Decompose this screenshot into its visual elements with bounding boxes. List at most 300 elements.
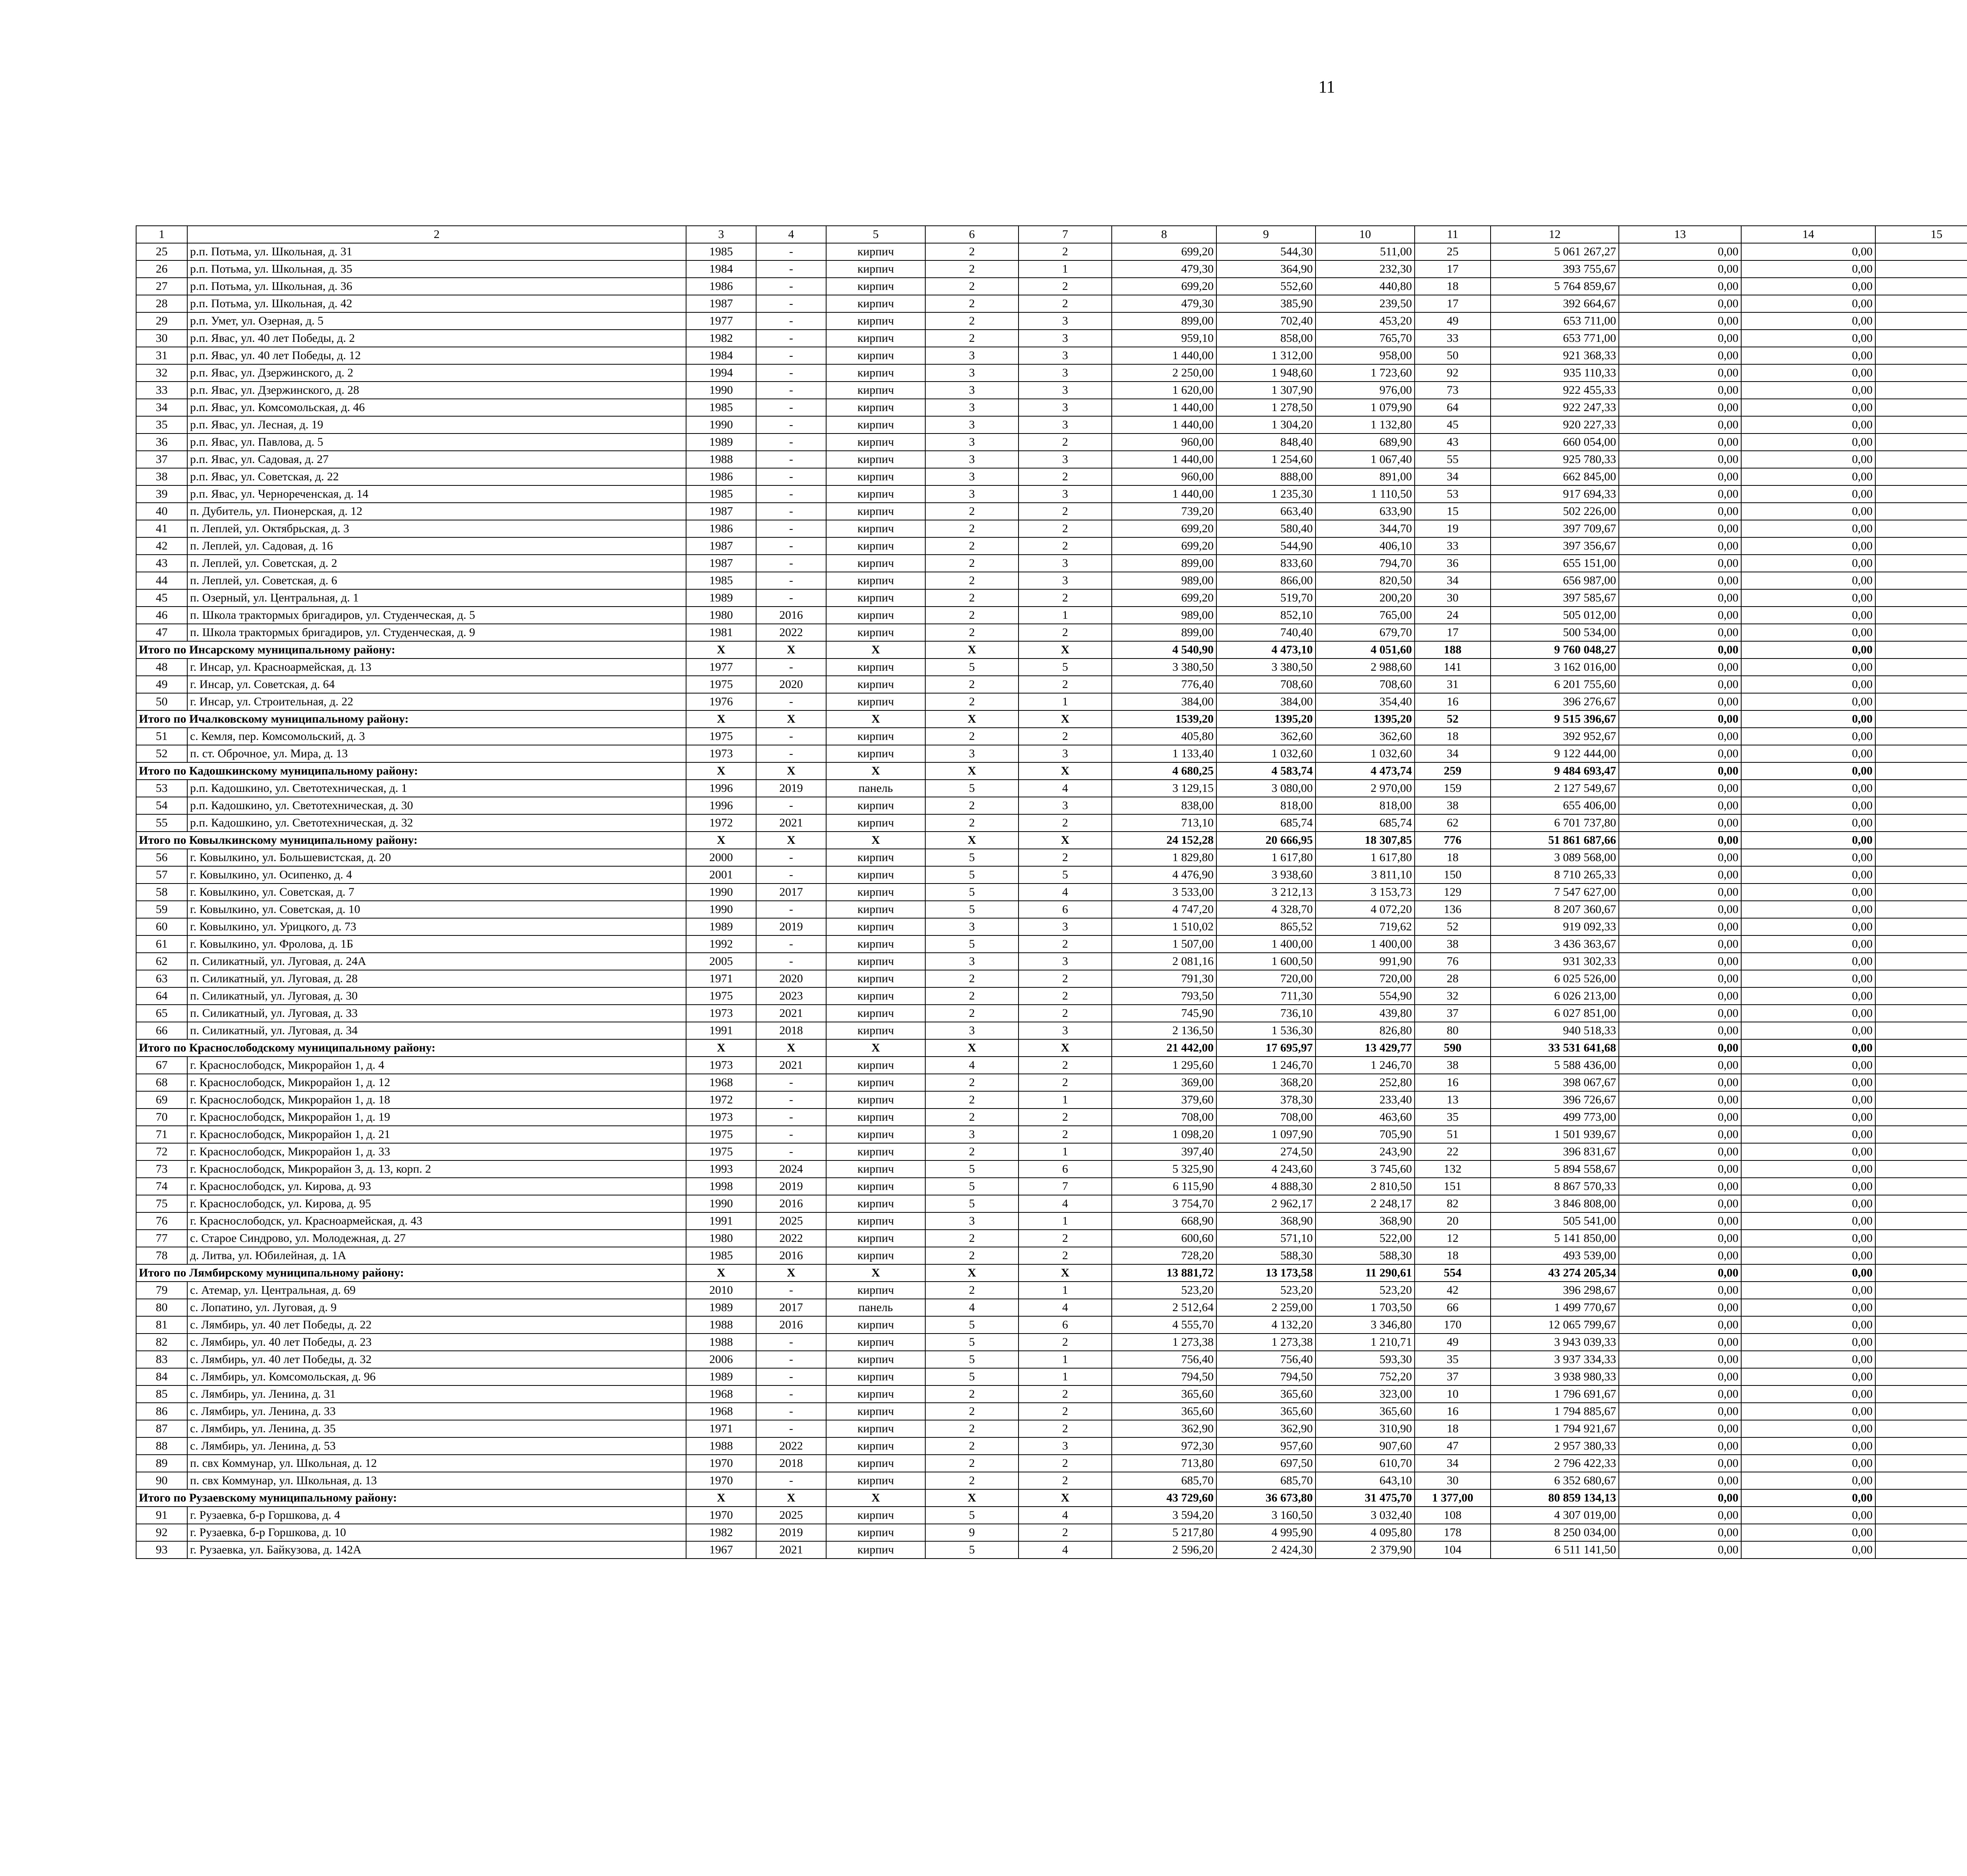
table-cell: 62 <box>1415 814 1491 832</box>
table-cell: 0,00 <box>1619 1351 1741 1368</box>
table-cell: 362,90 <box>1216 1420 1316 1437</box>
table-row <box>136 278 1967 295</box>
total-cell: 776 <box>1415 832 1491 849</box>
table-cell: 38 <box>136 468 187 485</box>
table-cell: 1988 <box>686 1334 756 1351</box>
table-cell: 136 <box>1415 901 1491 918</box>
table-cell: 2 512,64 <box>1112 1299 1216 1316</box>
table-cell: 643,10 <box>1316 1472 1415 1489</box>
address-cell: г. Ковылкино, ул. Осипенко, д. 4 <box>187 866 686 884</box>
table-cell: - <box>756 659 826 676</box>
table-cell: 3 212,13 <box>1216 884 1316 901</box>
table-cell: 765,70 <box>1316 330 1415 347</box>
table-cell: 0,00 <box>1619 901 1741 918</box>
table-cell <box>1875 745 1967 762</box>
table-cell: 794,70 <box>1316 555 1415 572</box>
table-cell: кирпич <box>826 1195 925 1212</box>
table-cell: 3 <box>1019 312 1112 330</box>
district-total-row <box>136 1489 1967 1507</box>
table-cell <box>1875 953 1967 970</box>
table-cell: 523,20 <box>1112 1282 1216 1299</box>
district-total-row <box>136 832 1967 849</box>
table-cell: 49 <box>1415 312 1491 330</box>
table-cell: 544,90 <box>1216 537 1316 555</box>
table-cell <box>1875 1178 1967 1195</box>
table-cell: 865,52 <box>1216 918 1316 935</box>
table-cell: 921 368,33 <box>1491 347 1619 364</box>
district-total-label: Итого по Инсарскому муниципальному району: <box>136 641 686 659</box>
table-cell: 0,00 <box>1741 1316 1875 1334</box>
table-cell: 9 122 444,00 <box>1491 745 1619 762</box>
table-cell: 0,00 <box>1619 866 1741 884</box>
table-cell: 36 <box>1415 555 1491 572</box>
table-cell: 1976 <box>686 693 756 710</box>
table-cell: 2022 <box>756 1230 826 1247</box>
address-cell: г. Краснослободск, ул. Кирова, д. 95 <box>187 1195 686 1212</box>
table-cell: кирпич <box>826 1109 925 1126</box>
table-cell: 2 <box>925 555 1019 572</box>
total-cell: 0,00 <box>1741 710 1875 728</box>
table-cell: 0,00 <box>1619 1126 1741 1143</box>
table-cell: 0,00 <box>1619 1160 1741 1178</box>
table-cell <box>1875 728 1967 745</box>
table-cell: 73 <box>136 1160 187 1178</box>
table-cell: 2 962,17 <box>1216 1195 1316 1212</box>
table-cell: 9 <box>925 1524 1019 1541</box>
table-cell: 5 <box>925 935 1019 953</box>
table-cell: 1986 <box>686 520 756 537</box>
table-cell: 396 726,67 <box>1491 1091 1619 1109</box>
table-cell: кирпич <box>826 520 925 537</box>
table-cell: 1 312,00 <box>1216 347 1316 364</box>
table-cell: 2 <box>1019 1230 1112 1247</box>
table-cell: 917 694,33 <box>1491 485 1619 503</box>
table-cell: 1 796 691,67 <box>1491 1385 1619 1403</box>
table-cell: 0,00 <box>1619 987 1741 1005</box>
table-cell: 2 <box>925 607 1019 624</box>
address-cell: с. Лямбирь, ул. Ленина, д. 53 <box>187 1437 686 1455</box>
table-cell: 794,50 <box>1216 1368 1316 1385</box>
table-cell: 2 <box>925 1005 1019 1022</box>
table-cell: 24 <box>1415 607 1491 624</box>
table-cell: 0,00 <box>1619 537 1741 555</box>
table-cell: 888,00 <box>1216 468 1316 485</box>
table-row <box>136 382 1967 399</box>
table-cell: 1987 <box>686 537 756 555</box>
table-cell: 5 <box>1019 866 1112 884</box>
table-cell <box>1875 1074 1967 1091</box>
table-cell: 0,00 <box>1619 312 1741 330</box>
table-cell: 4 <box>1019 1507 1112 1524</box>
table-cell: 5 764 859,67 <box>1491 278 1619 295</box>
table-cell: 0,00 <box>1741 1143 1875 1160</box>
table-cell: 1 079,90 <box>1316 399 1415 416</box>
table-cell: 16 <box>1415 1074 1491 1091</box>
table-cell: 2 <box>1019 520 1112 537</box>
table-cell: 1991 <box>686 1022 756 1039</box>
table-cell: 108 <box>1415 1507 1491 1524</box>
address-cell: г. Краснослободск, Микрорайон 1, д. 18 <box>187 1091 686 1109</box>
table-row <box>136 1368 1967 1385</box>
table-cell: 453,20 <box>1316 312 1415 330</box>
table-row <box>136 330 1967 347</box>
column-number-cell: 1 <box>136 226 187 243</box>
table-cell: 25 <box>136 243 187 260</box>
table-cell: 2 <box>925 260 1019 278</box>
table-cell: кирпич <box>826 693 925 710</box>
table-cell: 2017 <box>756 884 826 901</box>
table-cell: 4 747,20 <box>1112 901 1216 918</box>
table-cell: 30 <box>1415 1472 1491 1489</box>
table-cell: 2016 <box>756 1316 826 1334</box>
table-cell: 752,20 <box>1316 1368 1415 1385</box>
table-cell: 2 <box>1019 987 1112 1005</box>
table-cell: 0,00 <box>1619 624 1741 641</box>
table-cell: 33 <box>1415 537 1491 555</box>
table-cell <box>1875 624 1967 641</box>
table-cell: 1987 <box>686 503 756 520</box>
table-cell: 1 794 921,67 <box>1491 1420 1619 1437</box>
district-total-label: Итого по Ковылкинскому муниципальному району: <box>136 832 686 849</box>
table-cell: 0,00 <box>1741 745 1875 762</box>
table-cell: 2016 <box>756 607 826 624</box>
table-cell: 48 <box>136 659 187 676</box>
table-cell: 0,00 <box>1619 1109 1741 1126</box>
table-row <box>136 1385 1967 1403</box>
table-cell: 1990 <box>686 416 756 433</box>
address-cell: г. Краснослободск, Микрорайон 1, д. 19 <box>187 1109 686 1126</box>
table-cell: 2 <box>1019 624 1112 641</box>
table-cell: 1987 <box>686 295 756 312</box>
table-cell: кирпич <box>826 1334 925 1351</box>
table-cell: 362,60 <box>1316 728 1415 745</box>
table-cell: 3 811,10 <box>1316 866 1415 884</box>
table-cell: 368,90 <box>1216 1212 1316 1230</box>
address-cell: г. Ковылкино, ул. Большевистская, д. 20 <box>187 849 686 866</box>
table-cell: 18 <box>1415 1420 1491 1437</box>
table-cell: 793,50 <box>1112 987 1216 1005</box>
table-cell: 8 250 034,00 <box>1491 1524 1619 1541</box>
table-cell <box>1875 555 1967 572</box>
table-row <box>136 243 1967 260</box>
table-cell <box>1875 1524 1967 1541</box>
table-cell: 76 <box>136 1212 187 1230</box>
table-cell: 0,00 <box>1619 382 1741 399</box>
table-cell: 2 <box>1019 243 1112 260</box>
table-cell: 74 <box>136 1178 187 1195</box>
table-cell: 1 440,00 <box>1112 485 1216 503</box>
table-cell: 972,30 <box>1112 1437 1216 1455</box>
table-cell: 2021 <box>756 1057 826 1074</box>
table-cell: панель <box>826 780 925 797</box>
table-cell: 4 132,20 <box>1216 1316 1316 1334</box>
table-cell: 0,00 <box>1619 780 1741 797</box>
table-cell: 0,00 <box>1741 433 1875 451</box>
table-cell: 5 <box>925 1160 1019 1178</box>
address-cell: п. Силикатный, ул. Луговая, д. 30 <box>187 987 686 1005</box>
table-cell: 2 <box>925 330 1019 347</box>
table-cell: 5 <box>925 1351 1019 1368</box>
table-cell: кирпич <box>826 1074 925 1091</box>
table-cell: 922 247,33 <box>1491 399 1619 416</box>
total-cell: 0,00 <box>1619 832 1741 849</box>
table-cell: кирпич <box>826 797 925 814</box>
table-cell: 0,00 <box>1619 1541 1741 1559</box>
address-cell: п. Школа трактормых бригадиров, ул. Студенческая, д. 5 <box>187 607 686 624</box>
table-cell: 0,00 <box>1619 1455 1741 1472</box>
table-cell: 52 <box>1415 918 1491 935</box>
table-row <box>136 520 1967 537</box>
table-row <box>136 347 1967 364</box>
table-cell: кирпич <box>826 901 925 918</box>
table-cell: 689,90 <box>1316 433 1415 451</box>
total-cell: 4 583,74 <box>1216 762 1316 780</box>
table-cell: кирпич <box>826 1437 925 1455</box>
table-cell: кирпич <box>826 1091 925 1109</box>
table-cell: 3 846 808,00 <box>1491 1195 1619 1212</box>
table-cell: 396 831,67 <box>1491 1143 1619 1160</box>
table-row <box>136 1437 1967 1455</box>
table-cell: - <box>756 260 826 278</box>
table-cell: 1973 <box>686 1057 756 1074</box>
table-row <box>136 555 1967 572</box>
table-cell: 0,00 <box>1741 866 1875 884</box>
table-row <box>136 364 1967 382</box>
table-cell: - <box>756 555 826 572</box>
table-cell: 1 440,00 <box>1112 399 1216 416</box>
table-cell: 368,20 <box>1216 1074 1316 1091</box>
table-cell: 440,80 <box>1316 278 1415 295</box>
table-cell: 0,00 <box>1741 382 1875 399</box>
address-cell: р.п. Кадошкино, ул. Светотехническая, д. 30 <box>187 797 686 814</box>
table-row <box>136 935 1967 953</box>
table-cell: 252,80 <box>1316 1074 1415 1091</box>
table-cell: 1990 <box>686 901 756 918</box>
table-row <box>136 1074 1967 1091</box>
total-cell: X <box>686 710 756 728</box>
table-cell: 2 259,00 <box>1216 1299 1316 1316</box>
table-cell: кирпич <box>826 1143 925 1160</box>
table-cell: 0,00 <box>1619 676 1741 693</box>
table-cell: 3 <box>1019 797 1112 814</box>
table-cell: 1 032,60 <box>1316 745 1415 762</box>
table-cell: 2 <box>925 1403 1019 1420</box>
table-cell: 0,00 <box>1619 814 1741 832</box>
table-row <box>136 1420 1967 1437</box>
table-cell: 2 988,60 <box>1316 659 1415 676</box>
table-cell: 2 596,20 <box>1112 1541 1216 1559</box>
table-cell: 243,90 <box>1316 1143 1415 1160</box>
table-cell: - <box>756 935 826 953</box>
total-cell: X <box>756 1489 826 1507</box>
table-cell: кирпич <box>826 1022 925 1039</box>
district-total-row <box>136 641 1967 659</box>
address-cell: п. Леплей, ул. Советская, д. 6 <box>187 572 686 589</box>
table-row <box>136 572 1967 589</box>
table-cell: 5 <box>925 659 1019 676</box>
table-cell: 2 248,17 <box>1316 1195 1415 1212</box>
table-cell: 6 027 851,00 <box>1491 1005 1619 1022</box>
table-cell: кирпич <box>826 1247 925 1264</box>
table-cell: 5 <box>925 1316 1019 1334</box>
table-cell: 2019 <box>756 1178 826 1195</box>
address-cell: с. Лямбирь, ул. Комсомольская, д. 96 <box>187 1368 686 1385</box>
table-cell: 1 440,00 <box>1112 416 1216 433</box>
table-cell: 3 380,50 <box>1112 659 1216 676</box>
district-total-label: Итого по Рузаевскому муниципальному району: <box>136 1489 686 1507</box>
table-cell: 5 325,90 <box>1112 1160 1216 1178</box>
table-cell: 3 <box>1019 1022 1112 1039</box>
table-cell: 79 <box>136 1282 187 1299</box>
table-cell: 2 <box>925 987 1019 1005</box>
table-cell <box>1875 987 1967 1005</box>
table-cell: 852,10 <box>1216 607 1316 624</box>
table-cell <box>1875 676 1967 693</box>
table-cell: 2 <box>925 295 1019 312</box>
table-cell: кирпич <box>826 555 925 572</box>
table-cell: 71 <box>136 1126 187 1143</box>
table-cell: 2 <box>1019 503 1112 520</box>
table-cell: 2 <box>1019 295 1112 312</box>
table-cell: 699,20 <box>1112 243 1216 260</box>
column-number-cell: 6 <box>925 226 1019 243</box>
table-cell: 2 <box>925 1109 1019 1126</box>
total-cell: 4 473,10 <box>1216 641 1316 659</box>
table-row <box>136 1178 1967 1195</box>
table-cell: 2018 <box>756 1455 826 1472</box>
table-cell: 3 <box>1019 485 1112 503</box>
table-cell: кирпич <box>826 745 925 762</box>
table-cell: 1975 <box>686 1143 756 1160</box>
table-cell <box>1875 1420 1967 1437</box>
table-cell: 1 536,30 <box>1216 1022 1316 1039</box>
column-number-row <box>136 226 1967 243</box>
table-cell: 1973 <box>686 745 756 762</box>
table-cell <box>1875 884 1967 901</box>
table-cell: - <box>756 693 826 710</box>
table-cell: 3 <box>1019 399 1112 416</box>
address-cell: г. Краснослободск, Микрорайон 1, д. 12 <box>187 1074 686 1091</box>
table-cell: 0,00 <box>1741 1022 1875 1039</box>
table-cell: 362,90 <box>1112 1420 1216 1437</box>
table-cell: 2 <box>925 1437 1019 1455</box>
table-cell: 655 406,00 <box>1491 797 1619 814</box>
table-cell: - <box>756 849 826 866</box>
table-row <box>136 780 1967 797</box>
table-cell: 3 <box>1019 451 1112 468</box>
table-cell: - <box>756 312 826 330</box>
table-cell: 81 <box>136 1316 187 1334</box>
total-cell <box>1875 1264 1967 1282</box>
table-row <box>136 797 1967 814</box>
table-cell: 364,90 <box>1216 260 1316 278</box>
table-cell: 685,70 <box>1112 1472 1216 1489</box>
table-cell: кирпич <box>826 1005 925 1022</box>
total-cell: X <box>756 1039 826 1057</box>
table-cell: 0,00 <box>1741 1005 1875 1022</box>
table-cell: 1 <box>1019 1368 1112 1385</box>
table-cell: 0,00 <box>1741 295 1875 312</box>
address-cell: п. Силикатный, ул. Луговая, д. 33 <box>187 1005 686 1022</box>
table-cell: 37 <box>1415 1368 1491 1385</box>
table-cell: 705,90 <box>1316 1126 1415 1143</box>
table-cell: 200,20 <box>1316 589 1415 607</box>
table-cell: 991,90 <box>1316 953 1415 970</box>
table-cell: 0,00 <box>1619 1005 1741 1022</box>
table-cell: 0,00 <box>1619 1143 1741 1160</box>
table-cell: 522,00 <box>1316 1230 1415 1247</box>
column-number-cell: 7 <box>1019 226 1112 243</box>
table-cell: 397 585,67 <box>1491 589 1619 607</box>
table-cell: 0,00 <box>1619 659 1741 676</box>
table-cell: 2 <box>1019 1455 1112 1472</box>
table-cell: 3 <box>1019 1437 1112 1455</box>
table-cell: 1971 <box>686 1420 756 1437</box>
table-cell: 3 <box>1019 572 1112 589</box>
table-cell: 931 302,33 <box>1491 953 1619 970</box>
total-cell: 52 <box>1415 710 1491 728</box>
table-row <box>136 1524 1967 1541</box>
address-cell: р.п. Явас, ул. Лесная, д. 19 <box>187 416 686 433</box>
table-cell: 0,00 <box>1619 1472 1741 1489</box>
table-cell: 2 <box>925 797 1019 814</box>
table-cell: 3 129,15 <box>1112 780 1216 797</box>
address-cell: п. Леплей, ул. Советская, д. 2 <box>187 555 686 572</box>
table-cell: 8 710 265,33 <box>1491 866 1619 884</box>
total-cell: X <box>925 1264 1019 1282</box>
table-cell: 2 <box>925 1074 1019 1091</box>
table-cell: 776,40 <box>1112 676 1216 693</box>
table-cell: 1975 <box>686 1126 756 1143</box>
table-cell: 0,00 <box>1741 520 1875 537</box>
table-cell: 1 510,02 <box>1112 918 1216 935</box>
table-cell: 3 089 568,00 <box>1491 849 1619 866</box>
table-cell <box>1875 780 1967 797</box>
table-cell: 899,00 <box>1112 624 1216 641</box>
total-cell: 80 859 134,13 <box>1491 1489 1619 1507</box>
table-cell: 1 246,70 <box>1216 1057 1316 1074</box>
total-cell: 9 760 048,27 <box>1491 641 1619 659</box>
table-cell <box>1875 278 1967 295</box>
page-number: 11 <box>1318 77 1335 96</box>
table-cell: 61 <box>136 935 187 953</box>
table-cell: 0,00 <box>1619 416 1741 433</box>
table-cell: 519,70 <box>1216 589 1316 607</box>
table-cell: 2 <box>925 1282 1019 1299</box>
table-cell: 1 440,00 <box>1112 347 1216 364</box>
table-cell: 5 <box>925 1541 1019 1559</box>
table-cell: 51 <box>1415 1126 1491 1143</box>
table-cell: - <box>756 433 826 451</box>
table-cell: 1973 <box>686 1005 756 1022</box>
table-cell: 18 <box>1415 849 1491 866</box>
table-cell: 2 <box>925 243 1019 260</box>
table-cell: 3 <box>925 416 1019 433</box>
table-cell: 4 307 019,00 <box>1491 1507 1619 1524</box>
table-cell: 1985 <box>686 399 756 416</box>
total-cell <box>1875 641 1967 659</box>
table-cell: 3 <box>925 953 1019 970</box>
table-cell: 2021 <box>756 814 826 832</box>
table-cell: 68 <box>136 1074 187 1091</box>
table-cell: 0,00 <box>1741 537 1875 555</box>
table-cell: 45 <box>136 589 187 607</box>
table-row <box>136 468 1967 485</box>
address-cell: г. Краснослободск, ул. Кирова, д. 93 <box>187 1178 686 1195</box>
table-cell <box>1875 1230 1967 1247</box>
table-cell: кирпич <box>826 1160 925 1178</box>
table-cell: 37 <box>136 451 187 468</box>
